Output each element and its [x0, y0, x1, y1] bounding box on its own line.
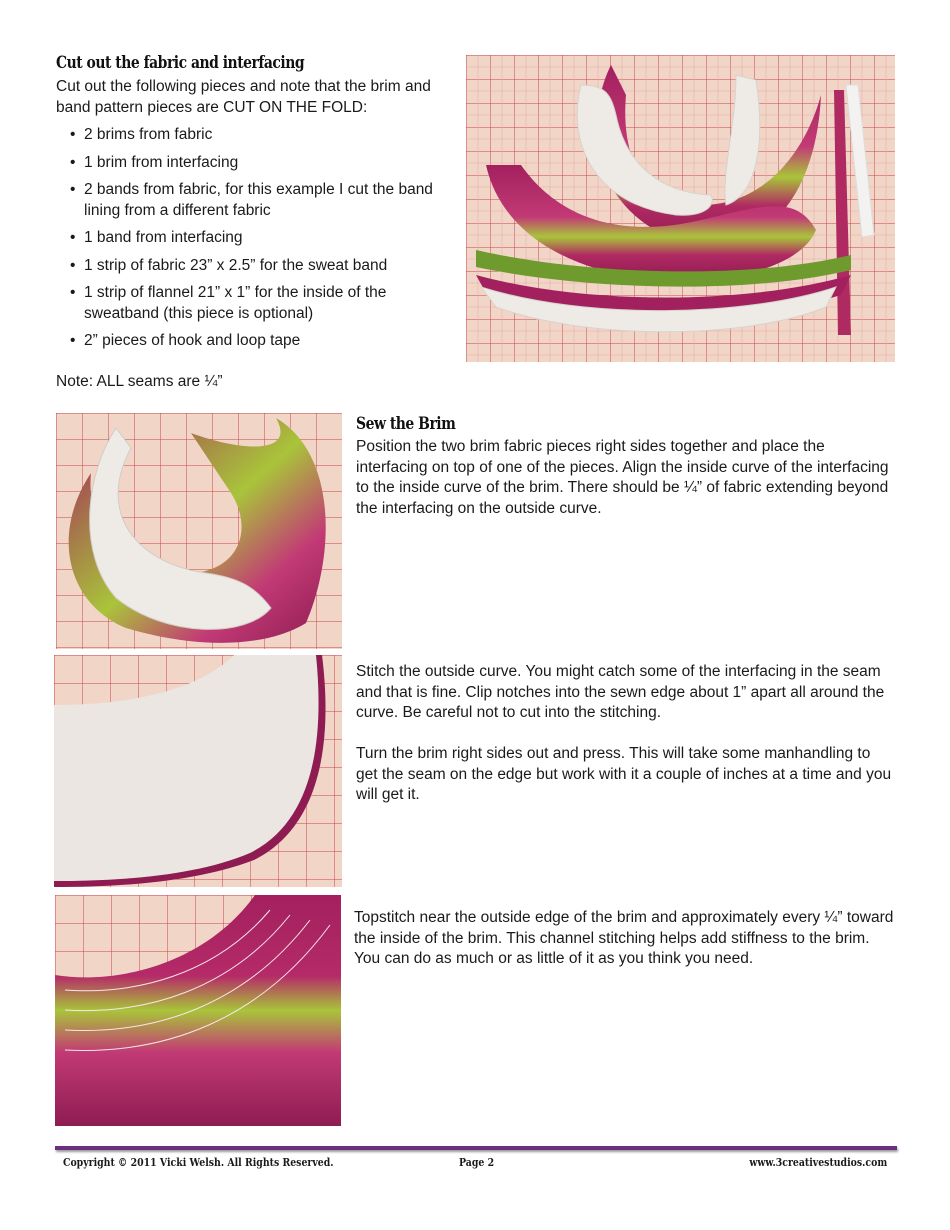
cut-out-intro: Cut out the following pieces and note that the brim and band pattern pieces are CUT ON THE FOLD:	[56, 78, 431, 116]
photo-cut-pieces	[466, 55, 895, 362]
list-item: • 1 brim from interfacing	[56, 153, 436, 174]
sew-brim-para-2: Stitch the outside curve. You might catch some of the interfacing in the seam and that is fine. Clip notches into the sewn edge about 1” apart all around the curve. Be careful not to cut into the stitching.	[356, 663, 885, 721]
section-heading-cut-out: Cut out the fabric and interfacing	[56, 53, 305, 73]
footer-page-number: Page 2	[459, 1156, 495, 1169]
sew-brim-para-1: Position the two brim fabric pieces right sides together and place the interfacing on top of one of the pieces. Align the inside curve of the interfacing to the inside curve of the brim. There should be ¼” of fabric extending beyond the interfacing on the outside curve.	[356, 438, 889, 517]
list-item: • 1 strip of fabric 23” x 2.5” for the sweat band	[56, 256, 436, 277]
list-item: • 1 band from interfacing	[56, 228, 436, 249]
list-item: • 2 brims from fabric	[56, 125, 436, 146]
sew-brim-para-4: Topstitch near the outside edge of the brim and approximately every ¼” toward the inside of the brim. This channel stitching helps add stiffness to the brim. You can do as much or as little of it as you think you need.	[354, 909, 894, 967]
footer-rule	[55, 1146, 897, 1150]
seam-note: Note: ALL seams are ¼”	[56, 373, 223, 390]
photo-stitched-curve	[54, 655, 342, 887]
list-item: • 2 bands from fabric, for this example I cut the band lining from a different fabric	[56, 180, 436, 221]
footer-copyright: Copyright © 2011 Vicki Welsh. All Rights Reserved.	[63, 1156, 334, 1169]
pieces-list	[56, 125, 436, 359]
section-heading-sew-brim: Sew the Brim	[356, 414, 456, 434]
photo-brim-interfacing	[56, 413, 342, 649]
footer-website: www.3creativestudios.com	[749, 1156, 887, 1169]
list-item: • 2” pieces of hook and loop tape	[56, 331, 436, 352]
list-item: • 1 strip of flannel 21” x 1” for the inside of the sweatband (this piece is optional)	[56, 283, 436, 324]
photo-topstitching	[55, 895, 341, 1126]
sew-brim-para-3: Turn the brim right sides out and press. This will take some manhandling to get the seam on the edge but work with it a couple of inches at a time and you will get it.	[356, 745, 892, 803]
